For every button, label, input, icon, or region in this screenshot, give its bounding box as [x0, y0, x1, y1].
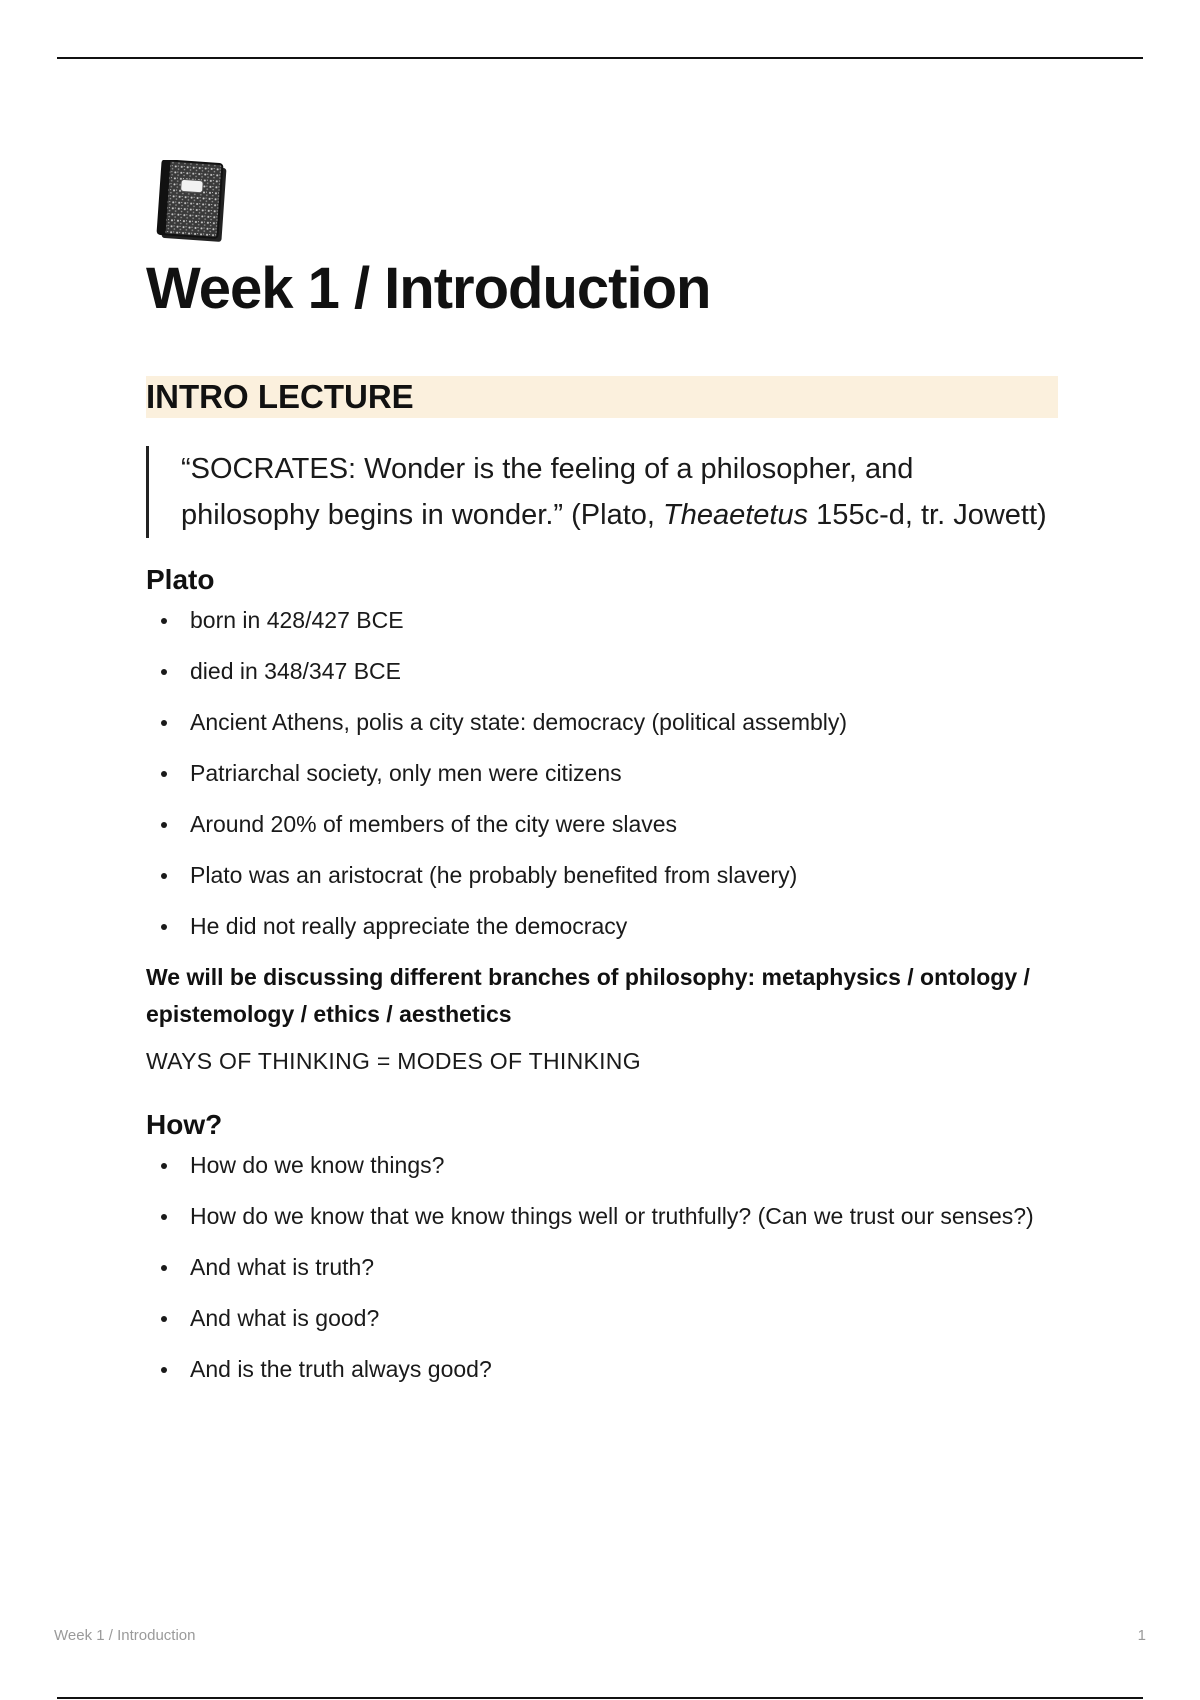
- page-number: 1: [1137, 1627, 1146, 1644]
- list-item: Around 20% of members of the city were slaves: [146, 806, 1058, 842]
- footer-title: Week 1 / Introduction: [54, 1627, 196, 1644]
- ways-note: WAYS OF THINKING = MODES OF THINKING: [146, 1047, 641, 1074]
- quote-italic-title: Theaetetus: [663, 498, 809, 531]
- composition-notebook-icon: [154, 160, 228, 242]
- bottom-rule: [57, 1697, 1143, 1699]
- list-item: died in 348/347 BCE: [146, 653, 1058, 689]
- blockquote: [146, 446, 1058, 538]
- list-item: Patriarchal society, only men were citizens: [146, 755, 1058, 791]
- plato-heading: Plato: [146, 563, 215, 595]
- how-heading: How?: [146, 1108, 223, 1140]
- quote-citation: 155c-d, tr. Jowett): [808, 498, 1047, 531]
- list-item: How do we know that we know things well or truthfully? (Can we trust our senses?): [146, 1198, 1058, 1234]
- page-content: [146, 160, 1058, 1402]
- list-item: And is the truth always good?: [146, 1351, 1058, 1387]
- list-item: He did not really appreciate the democracy: [146, 908, 1058, 944]
- list-item: How do we know things?: [146, 1147, 1058, 1183]
- plato-list: [146, 602, 1058, 944]
- how-list: [146, 1147, 1058, 1387]
- top-rule: [57, 57, 1143, 59]
- quote-text: “SOCRATES: Wonder is the feeling of a philosopher, and philosophy begins in wonder.” (Plato,: [181, 452, 914, 531]
- list-item: Ancient Athens, polis a city state: democracy (political assembly): [146, 704, 1058, 740]
- list-item: born in 428/427 BCE: [146, 602, 1058, 638]
- branches-note: We will be discussing different branches of philosophy: metaphysics / ontology / epistemology / ethics / aesthetics: [146, 963, 1030, 1027]
- section-heading: INTRO LECTURE: [146, 376, 1058, 418]
- list-item: Plato was an aristocrat (he probably benefited from slavery): [146, 857, 1058, 893]
- list-item: And what is truth?: [146, 1249, 1058, 1285]
- page-title: Week 1 / Introduction: [146, 256, 711, 321]
- list-item: And what is good?: [146, 1300, 1058, 1336]
